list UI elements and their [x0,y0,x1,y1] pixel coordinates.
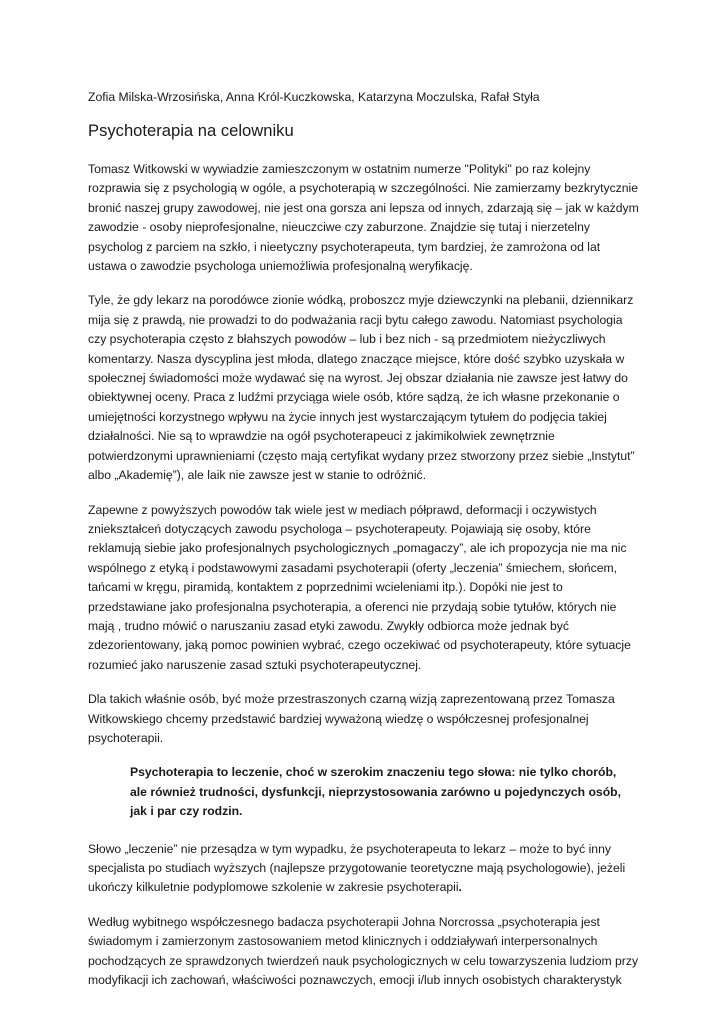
paragraph-5-text: Słowo „leczenie” nie przesądza w tym wypadku, że psychoterapeuta to lekarz – może to być inny specjalista po studiach wyższych (najlepsze przygotowanie teoretyczne mają psychologowie), jeżeli ukończy kilkuletnie podyplomowe szkolenie w zakresie psychoterapii [88,841,626,895]
authors-line: Zofia Milska-Wrzosińska, Anna Król-Kuczkowska, Katarzyna Moczulska, Rafał Styła [88,90,540,104]
paragraph-3: Zapewne z powyższych powodów tak wiele jest w mediach półprawd, deformacji i oczywistych zniekształceń dotyczących zawodu psychologa – psychoterapeuty. Pojawiają się osoby, które reklamują siebie jako profesjonalnych psychologicznych „pomagaczy”, ale ich propozycja nie ma nic wspólnego z etyką i podstawowymi zasadami psychoterapii (oferty „leczenia” śmiechem, słońcem, tańcami w kręgu, piramidą, kontaktem z poprzednimi wcieleniami itp.). Dopóki nie jest to przedstawiane jako profesjonalna psychoterapia, a oferenci nie przydają sobie tytułów, których nie mają , trudno mówić o naruszaniu zasad etyki zawodu. Zwykły odbiorca może jednak być zdezorientowany, jaką pomoc powinien wybrać, czego oczekiwać od psychoterapeuty, które sytuacje rozumieć jako naruszenie zasad sztuki psychoterapeutycznej. [88,502,631,672]
document-page [88,88,640,1005]
paragraph-6: Według wybitnego współczesnego badacza psychoterapii Johna Norcrossa „psychoterapia jest świadomym i zamierzonym zastosowaniem metod klinicznych i oddziaływań interpersonalnych pochodzących ze sprawdzonych twierdzeń nauk psychologicznych w celu towarzyszenia ludziom przy modyfikacji ich zachowań, właściwości poznawczych, emocji i/lub innych osobistych charakterystyk [88,914,639,988]
paragraph-4: Dla takich właśnie osób, być może przestraszonych czarną wizją zaprezentowaną przez Tomasza Witkowskiego chcemy przedstawić bardziej wyważoną wiedzę o współczesnej profesjonalnej psychoterapii. [88,692,615,745]
bold-quote: Psychoterapia to leczenie, choć w szerokim znaczeniu tego słowa: nie tylko chorób, ale również trudności, dysfunkcji, nieprzystosowania zarówno u pojedynczych osób, jak i par czy rodzin. [130,765,621,819]
paragraph-2: Tyle, że gdy lekarz na porodówce zionie wódką, proboszcz myje dziewczynki na plebanii, dziennikarz mija się z prawdą, nie prowadzi to do podważania racji bytu całego zawodu. Natomiast psychologia czy psychoterapia często z błahszych powodów – lub i bez nich - są przedmiotem nieżyczliwych komentarzy. Nasza dyscyplina jest młoda, dlatego znaczące miejsce, które dość szybko uzyskała w społecznej świadomości może wydawać się na wyrost. Jej obszar działania nie zawsze jest łatwy do obiektywnej oceny. Praca z ludźmi przyciąga wiele osób, które sądzą, że ich własne przekonanie o umiejętności korzystnego wpływu na życie innych jest wystarczającym tytułem do podjęcia takiej działalności. Nie są to wprawdzie na ogół psychoterapeuci z jakimikolwiek zewnętrznie potwierdzonymi uprawnieniami (często mają certyfikat wydany przez stworzony przez siebie „Instytut” albo „Akademię”), ale laik nie zawsze jest w stanie to odróżnić. [88,293,635,483]
paragraph-1: Tomasz Witkowski w wywiadzie zamieszczonym w ostatnim numerze "Polityki" po raz kolejny rozprawia się z psychologią w ogóle, a psychoterapią w szczególności. Nie zamierzamy bezkrytycznie bronić naszej grupy zawodowej, nie jest ona gorsza ani lepsza od innych, zdarzają się – jak w każdym zawodzie - osoby nieprofesjonalne, nieuczciwe czy zaburzone. Znajdzie się tutaj i nierzetelny psycholog z parciem na szkło, i nieetyczny psychoterapeuta, tym bardziej, że zamrożona od lat ustawa o zawodzie psychologa uniemożliwia profesjonalną weryfikację. [88,162,639,274]
paragraph-5 [88,840,640,898]
document-title: Psychoterapia na celowniku [88,121,294,140]
paragraph-5-end: . [458,880,462,895]
